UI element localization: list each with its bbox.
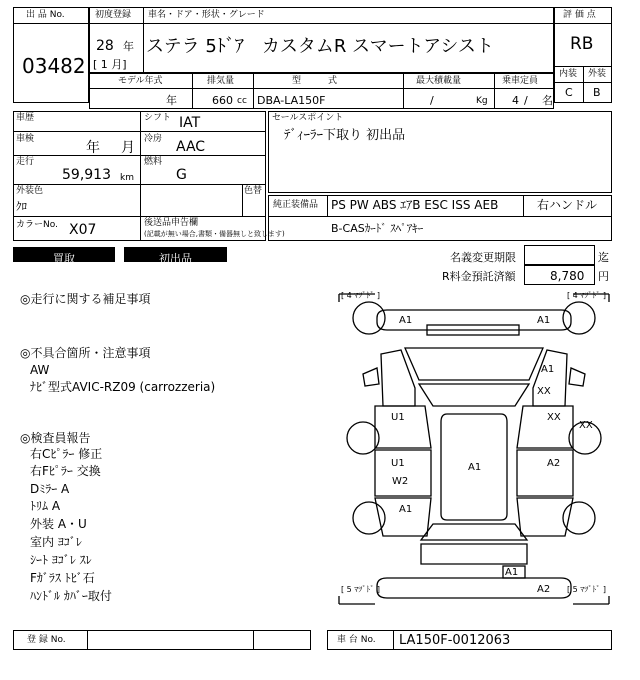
damage-mark: A1 <box>505 567 519 578</box>
damage-mark: XX <box>537 386 551 397</box>
inspector-item: ﾄﾘﾑ A <box>30 499 61 513</box>
inspector-item: 外装 A・U <box>30 517 87 531</box>
inspector-item: ﾊﾝﾄﾞﾙ ｶﾊﾞｰ取付 <box>30 589 112 603</box>
declaration-label: 後送品申告欄 <box>144 218 199 228</box>
capacity-slash: / <box>524 94 528 107</box>
lot-number: 03482 <box>22 54 86 78</box>
load-unit: Kg <box>476 96 488 106</box>
car-name-label: 車名・ドア・形状・グレード <box>148 10 265 20</box>
ac-value: AAC <box>176 139 206 155</box>
lot-number-label: 出 品 No. <box>26 10 65 20</box>
recycle-fee-label: R料金預託済額 <box>442 270 516 283</box>
sales-point-text: ﾃﾞｨｰﾗｰ下取り 初出品 <box>284 128 406 143</box>
chassis-no: LA150F-0012063 <box>399 633 511 648</box>
damage-mark: A2 <box>547 458 561 469</box>
mileage-value: 59,913 <box>62 167 111 183</box>
damage-mark: A1 <box>399 315 413 326</box>
damage-mark: XX <box>579 420 593 431</box>
rear-window-outline <box>421 524 527 540</box>
mileage-unit: km <box>120 173 134 183</box>
damage-mark: U1 <box>391 458 405 469</box>
chassis-no-label: 車 台 No. <box>337 635 376 645</box>
equipment-label: 純正装備品 <box>273 200 319 210</box>
load-slash: / <box>430 94 434 107</box>
mileage-label: 走行 <box>16 157 35 167</box>
inspector-item: Dﾐﾗｰ A <box>30 482 70 496</box>
capacity-label: 乗車定員 <box>502 76 539 86</box>
hood-outline <box>405 348 543 380</box>
first-listing-badge: 初出品 <box>124 247 227 262</box>
inspector-item: 右Cﾋﾟﾗｰ 修正 <box>30 447 103 461</box>
right-mirror <box>569 368 585 386</box>
wheel-front-right <box>563 302 595 334</box>
tire-tr: [ 4 ﾏﾂﾞﾄﾞ ] <box>567 291 606 300</box>
sales-point-box <box>268 111 612 193</box>
registration-year-unit: 年 <box>123 40 134 53</box>
color-no: X07 <box>69 222 97 238</box>
recycle-fee-value: 8,780 <box>550 269 585 283</box>
registration-no-label: 登 録 No. <box>27 635 66 645</box>
car-damage-diagram <box>335 288 613 610</box>
inspection-year: 年 <box>86 140 100 156</box>
car-name: ステラ 5ﾄﾞｱ カスタムR スマートアシスト <box>146 36 494 57</box>
exterior-color: ｸﾛ <box>16 200 27 213</box>
displacement-value: 660 <box>212 94 233 107</box>
wheel-rear-right <box>563 502 595 534</box>
damage-mark: A2 <box>537 584 551 595</box>
inspector-item: 室内 ﾖｺﾞﾚ <box>30 535 82 549</box>
damage-mark: A1 <box>399 504 413 515</box>
recycle-fee-unit: 円 <box>598 270 609 283</box>
displacement-label: 排気量 <box>207 76 235 86</box>
capacity-unit: 名 <box>542 94 553 107</box>
damage-mark: W2 <box>392 476 409 487</box>
exterior-label: 外装 <box>588 69 607 79</box>
equipment-list-2: B-CASｶｰﾄﾞ ｽﾍﾟｱｷｰ <box>331 222 424 235</box>
score-label: 評 価 点 <box>563 10 596 20</box>
declaration-note: (記載が無い場合,書類・備器無しと致します) <box>144 230 285 238</box>
tire-bl: [ 5 ﾏﾂﾞﾄﾞ ] <box>341 585 380 594</box>
repaint-label: 色替 <box>244 186 263 196</box>
inspector-item: Fｶﾞﾗｽ ﾄﾋﾞ石 <box>30 571 95 585</box>
tire-box-bottom-left <box>339 596 375 604</box>
inspection-month: 月 <box>121 140 135 156</box>
first-registration-label: 初度登録 <box>95 10 132 20</box>
interior-score: C <box>565 86 573 99</box>
defect-item: ﾅﾋﾞ型式AVIC-RZ09 (carrozzeria) <box>30 380 216 394</box>
name-change-box <box>524 245 595 265</box>
damage-mark: U1 <box>391 412 405 423</box>
inspector-title: ◎検査員報告 <box>20 431 91 445</box>
left-mirror <box>363 368 379 386</box>
name-change-label: 名義変更期限 <box>450 251 516 264</box>
displacement-unit: cc <box>237 96 247 106</box>
wheel-left-mid <box>347 422 379 454</box>
inspector-item: 右Fﾋﾟﾗｰ 交換 <box>30 464 101 478</box>
model-year-unit: 年 <box>166 94 177 107</box>
windshield-outline <box>419 384 529 406</box>
score-value: RB <box>570 34 594 54</box>
color-no-label: カラーNo. <box>16 220 58 230</box>
max-load-label: 最大積載量 <box>416 76 462 86</box>
shift-label: シフト <box>144 113 172 123</box>
handle-side: 右ハンドル <box>537 198 598 212</box>
inspector-item: ｼｰﾄ ﾖｺﾞﾚ ｽﾚ <box>30 553 92 567</box>
model-year-label: モデル年式 <box>118 76 163 86</box>
fuel-value: G <box>176 167 187 183</box>
tire-box-bottom-right <box>573 596 609 604</box>
damage-mark: A1 <box>468 462 482 473</box>
tailgate-outline <box>421 544 527 564</box>
ac-label: 冷房 <box>144 134 163 144</box>
model-code: DBA-LA150F <box>257 94 326 107</box>
exterior-color-label: 外装色 <box>16 186 44 196</box>
registration-year: 28 <box>96 38 114 54</box>
buy-badge: 買取 <box>13 247 115 262</box>
defect-item: AW <box>30 363 50 377</box>
wheel-front-left <box>353 302 385 334</box>
registration-month: [ 1 月] <box>93 58 127 71</box>
left-rear-door <box>375 450 431 496</box>
tire-tl: [ 4 ﾏﾂﾞﾄﾞ ] <box>341 291 380 300</box>
exterior-score: B <box>593 86 601 99</box>
right-rear-fender <box>517 498 573 536</box>
tire-br: [ 5 ﾏﾂﾞﾄﾞ ] <box>567 585 606 594</box>
damage-mark: A1 <box>541 364 555 375</box>
defects-title: ◎不具合箇所・注意事項 <box>20 346 151 360</box>
interior-label: 内装 <box>559 69 578 79</box>
right-rear-door <box>517 450 573 496</box>
right-front-door <box>517 406 573 448</box>
inspection-label: 車検 <box>16 134 35 144</box>
driving-notes-title: ◎走行に関する補足事項 <box>20 292 151 306</box>
name-change-suffix: 迄 <box>598 251 609 264</box>
type-label: 型 式 <box>292 76 338 86</box>
fuel-label: 燃料 <box>144 157 163 167</box>
history-label: 車歴 <box>16 113 35 123</box>
damage-mark: XX <box>547 412 561 423</box>
sales-point-label: セールスポイント <box>272 113 344 123</box>
shift-value: IAT <box>179 115 201 131</box>
wheel-rear-left <box>353 502 385 534</box>
damage-mark: A1 <box>537 315 551 326</box>
equipment-list: PS PW ABS ｴｱB ESC ISS AEB <box>331 198 499 212</box>
capacity-value: 4 <box>512 94 519 107</box>
